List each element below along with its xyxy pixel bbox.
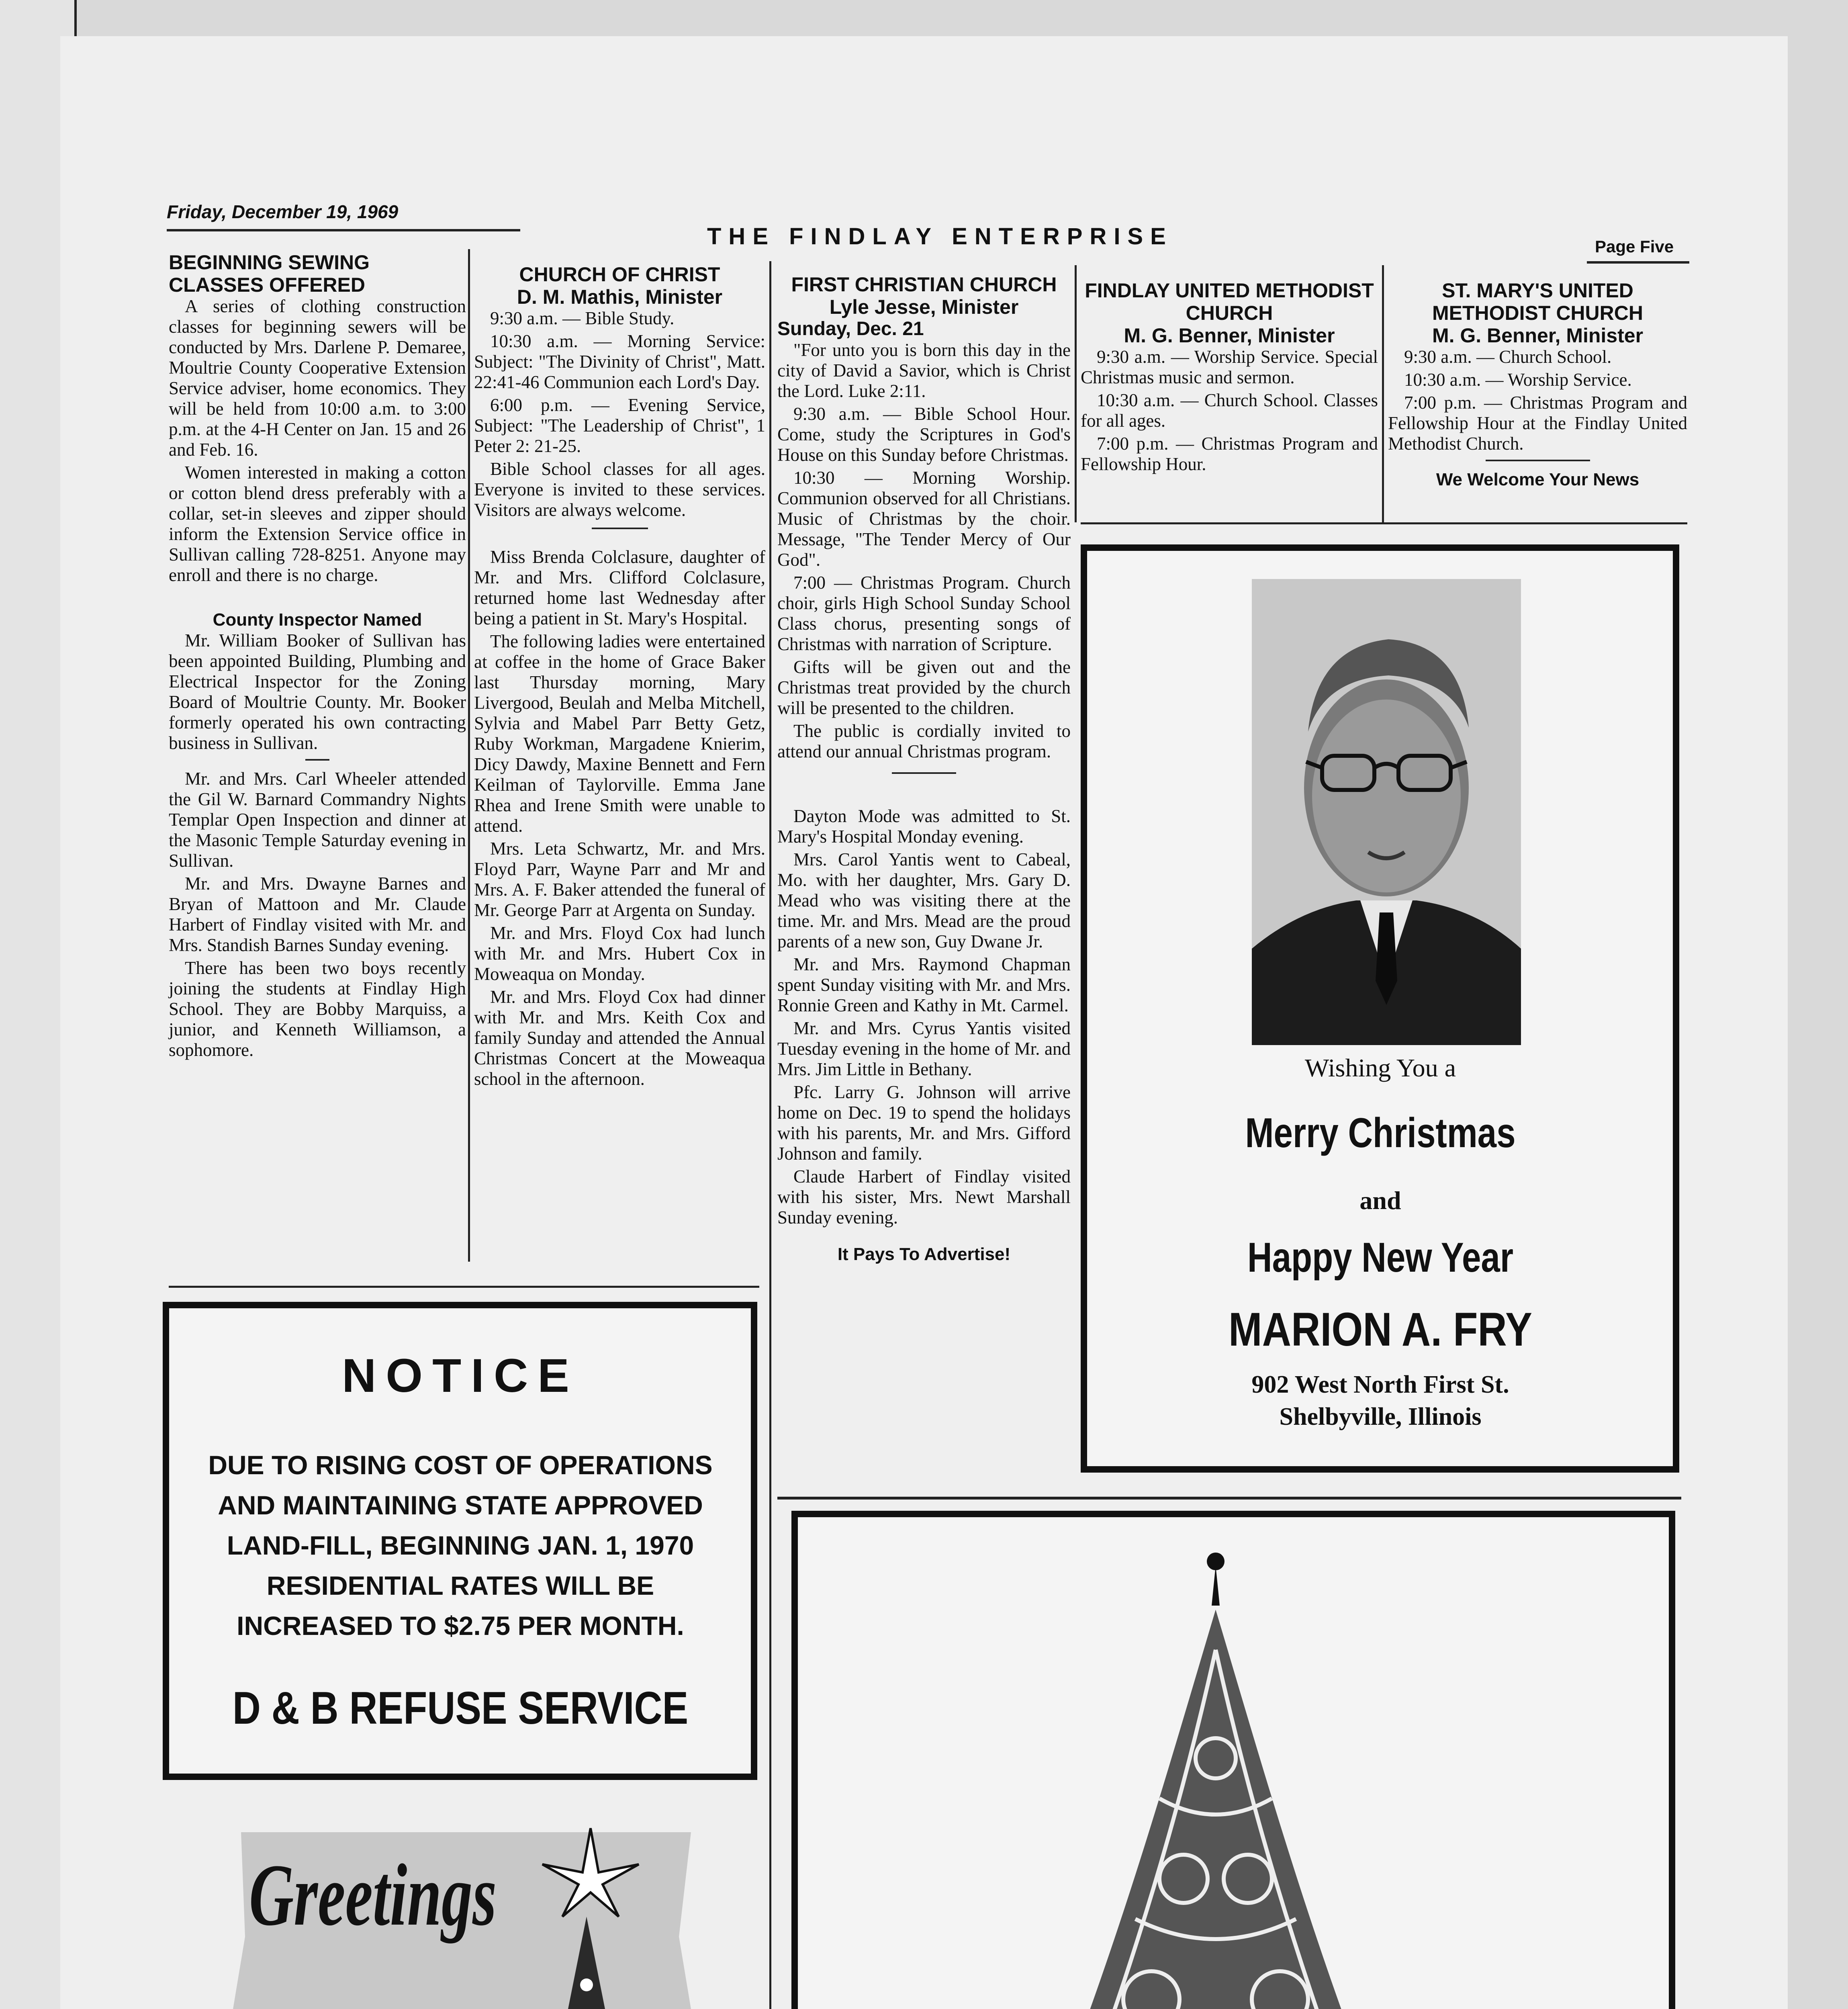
section-rule (777, 1497, 1681, 1500)
service-line: 9:30 a.m. — Church School. (1404, 347, 1612, 367)
service-line: Bible School classes for all ages. Everyone is invited to these services. Visitors are always welcome. (474, 459, 765, 520)
greetings-ad (201, 1816, 723, 2009)
service-line: 9:30 a.m. — Bible Study. (490, 308, 675, 328)
fry-and: and (1359, 1186, 1401, 1215)
news-item: Mr. and Mrs. Floyd Cox had lunch with Mr. and Mrs. Hubert Cox in Moweaqua on Monday. (474, 923, 765, 984)
inspector-headline: County Inspector Named (213, 610, 422, 630)
notice-text (169, 1445, 752, 1646)
paper-name: THE FINDLAY ENTERPRISE (707, 223, 1173, 250)
service-line: 7:00 — Christmas Program. Church choir, girls High School Sunday School Class chorus, presenting songs of Christmas with narration of Scripture. (777, 573, 1071, 654)
news-item: Mr. and Mrs. Raymond Chapman spent Sunday visiting with Mr. and Mrs. Ronnie Green and Kathy in Mt. Carmel. (777, 954, 1071, 1015)
column-2 (474, 263, 765, 1092)
column-5 (1388, 279, 1687, 490)
news-item: Mrs. Carol Yantis went to Cabeal, Mo. with her daughter, Mrs. Gary D. Mead who was visiting there at the time. Mr. and Mrs. Mead are the proud parents of a new son, Guy Dwane Jr. (777, 849, 1071, 951)
fry-name: MARION A. FRY (1229, 1303, 1532, 1356)
service-line: 10:30 a.m. — Morning Service: Subject: "The Divinity of Christ", Matt. 22:41-46 Communion each Lord's Day. (474, 331, 765, 392)
service-line: "For unto you is born this day in the city of David a Savior, which is Christ the Lord. Luke 2:11. (777, 340, 1071, 401)
short-rule (892, 772, 956, 774)
service-line: 6:00 p.m. — Evening Service, Subject: "The Leadership of Christ", 1 Peter 2: 21-25. (474, 395, 765, 456)
sewing-paragraph: Women interested in making a cotton or cotton blend dress preferably with a collar, set-in sleeves and zipper should inform the Extension Service office in Sullivan calling 728-8251. Anyone may enroll and there is no charge. (169, 462, 466, 585)
fry-ad (1081, 544, 1679, 1473)
fry-happy-new-year: Happy New Year (1247, 1234, 1514, 1281)
church-minister: M. G. Benner, Minister (1124, 324, 1335, 347)
news-item: Mr. and Mrs. Floyd Cox had dinner with Mr. and Mrs. Keith Cox and family Sunday and attended the Annual Christmas Concert at the Moweaqua school in the afternoon. (474, 987, 765, 1089)
notice-ad (163, 1302, 757, 1780)
section-rule (169, 1286, 759, 1288)
notice-line: LAND-FILL, BEGINNING JAN. 1, 1970 (227, 1530, 694, 1560)
news-item: Claude Harbert of Findlay visited with his sister, Mrs. Newt Marshall Sunday evening. (777, 1166, 1071, 1227)
church-minister: Lyle Jesse, Minister (829, 296, 1019, 318)
service-line: 10:30 a.m. — Worship Service. (1404, 370, 1632, 390)
fry-address: 902 West North First St. (1251, 1371, 1509, 1398)
service-line: 7:00 p.m. — Christmas Program and Fellowship Hour. (1081, 434, 1378, 474)
news-item: Mrs. Leta Schwartz, Mr. and Mrs. Floyd Parr, Wayne Parr and Mr and Mrs. A. F. Baker attended the funeral of Mr. George Parr at Argenta on Sunday. (474, 839, 765, 920)
notice-title: NOTICE (342, 1349, 579, 1402)
notice-line: RESIDENTIAL RATES WILL BE (266, 1571, 654, 1600)
sewing-paragraph: A series of clothing construction classes for beginning sewers will be conducted by Mrs. Darlene P. Demaree, Moultrie County Cooperative Extension Service adviser, home economics. They will be held from 10:00 a.m. to 3:00 p.m. at the 4-H Center on Jan. 15 and 26 and Feb. 16. (169, 296, 466, 460)
inspector-paragraph: Mr. William Booker of Sullivan has been appointed Building, Plumbing and Electrical Inspector for the Zoning Board of Moultrie County. Mr. Booker formerly operated his own contracting business in Sullivan. (169, 630, 466, 753)
news-tag: We Welcome Your News (1436, 470, 1639, 489)
short-rule (1486, 460, 1590, 461)
notice-line: INCREASED TO $2.75 PER MONTH. (237, 1611, 684, 1641)
service-line: 10:30 a.m. — Church School. Classes for all ages. (1081, 390, 1378, 431)
church-minister: M. G. Benner, Minister (1432, 324, 1644, 347)
service-line: 7:00 p.m. — Christmas Program and Fellowship Hour at the Findlay United Methodist Church. (1388, 393, 1687, 454)
notice-line: DUE TO RISING COST OF OPERATIONS (208, 1450, 713, 1480)
news-item: Mr. and Mrs. Cyrus Yantis visited Tuesday evening in the home of Mr. and Mrs. Jim Little in Bethany. (777, 1018, 1071, 1079)
fry-city: Shelbyville, Illinois (1279, 1403, 1482, 1430)
short-rule (592, 528, 648, 529)
news-item: Miss Brenda Colclasure, daughter of Mr. and Mrs. Clifford Colclasure, returned home last Wednesday after being a patient in St. Mary's Hospital. (474, 547, 765, 628)
news-item: Pfc. Larry G. Johnson will arrive home on Dec. 19 to spend the holidays with his parents, Mr. and Mrs. Gifford Johnson and family. (777, 1082, 1071, 1164)
service-line: 9:30 a.m. — Bible School Hour. Come, study the Scriptures in God's House on this Sunday before Christmas. (777, 404, 1071, 465)
church-minister: D. M. Mathis, Minister (517, 286, 723, 308)
column-rule (468, 249, 470, 1262)
church-name: FINDLAY UNITED METHODIST CHURCH (1085, 279, 1374, 324)
coop-ad (791, 1511, 1675, 2009)
column-rule (769, 261, 771, 2009)
column-rule (1075, 265, 1077, 522)
notice-company: D & B REFUSE SERVICE (232, 1683, 689, 1734)
news-item: There has been two boys recently joining the students at Findlay High School. They are Bobby Marquiss, a junior, and Kenneth Williamson, a sophomore. (169, 958, 466, 1060)
section-rule (1081, 522, 1687, 524)
service-date: Sunday, Dec. 21 (777, 318, 924, 340)
church-name: FIRST CHRISTIAN CHURCH (791, 273, 1057, 296)
advertise-tag: It Pays To Advertise! (837, 1244, 1011, 1264)
church-name: CHURCH OF CHRIST (519, 263, 720, 286)
service-line: 9:30 a.m. — Worship Service. Special Christmas music and sermon. (1081, 347, 1378, 387)
service-line: Gifts will be given out and the Christmas treat provided by the church will be presented to the children. (777, 657, 1071, 718)
service-line: The public is cordially invited to attend our annual Christmas program. (777, 721, 1071, 761)
fry-wishing: Wishing You a (1304, 1054, 1456, 1082)
notice-line: AND MAINTAINING STATE APPROVED (218, 1490, 703, 1520)
issue-date: Friday, December 19, 1969 (167, 201, 399, 222)
news-item: Mr. and Mrs. Carl Wheeler attended the Gil W. Barnard Commandry Nights Templar Open Inspection and dinner at the Masonic Temple Saturday evening in Sullivan. (169, 769, 466, 871)
church-name: ST. MARY'S UNITED METHODIST CHURCH (1432, 279, 1643, 324)
christmas-tree-illustration (798, 1517, 1669, 2009)
short-rule (305, 759, 329, 761)
masthead-rule-right (1587, 261, 1689, 264)
column-1 (169, 251, 466, 1063)
service-line: 10:30 — Morning Worship. Communion observed for all Christians. Music of Christmas by the choir. Message, "The Tender Mercy of Our God". (777, 468, 1071, 570)
masthead-rule-left (167, 229, 520, 231)
portrait-photo (1252, 579, 1521, 1045)
greetings-script: Greetings (249, 1846, 497, 1944)
fry-merry-christmas: Merry Christmas (1245, 1110, 1516, 1156)
news-item: Mr. and Mrs. Dwayne Barnes and Bryan of Mattoon and Mr. Claude Harbert of Findlay visited with Mr. and Mrs. Standish Barnes Sunday evening. (169, 874, 466, 955)
column-3 (777, 273, 1071, 1264)
news-item: The following ladies were entertained at coffee in the home of Grace Baker last Thursday morning, Mary Livergood, Beulah and Melba Mitchell, Sylvia and Mabel Parr Betty Getz, Ruby Workman, Margadene Knierim, Dicy Dawdy, Maxine Bennett and Fern Keilman of Taylorville. Emma Jane Rhea and Irene Smith were unable to attend. (474, 631, 765, 836)
column-4 (1081, 279, 1378, 477)
column-rule (1382, 265, 1384, 522)
sewing-headline: BEGINNING SEWING CLASSES OFFERED (169, 251, 370, 296)
page-number: Page Five (1595, 237, 1674, 256)
news-item: Dayton Mode was admitted to St. Mary's Hospital Monday evening. (777, 806, 1071, 847)
